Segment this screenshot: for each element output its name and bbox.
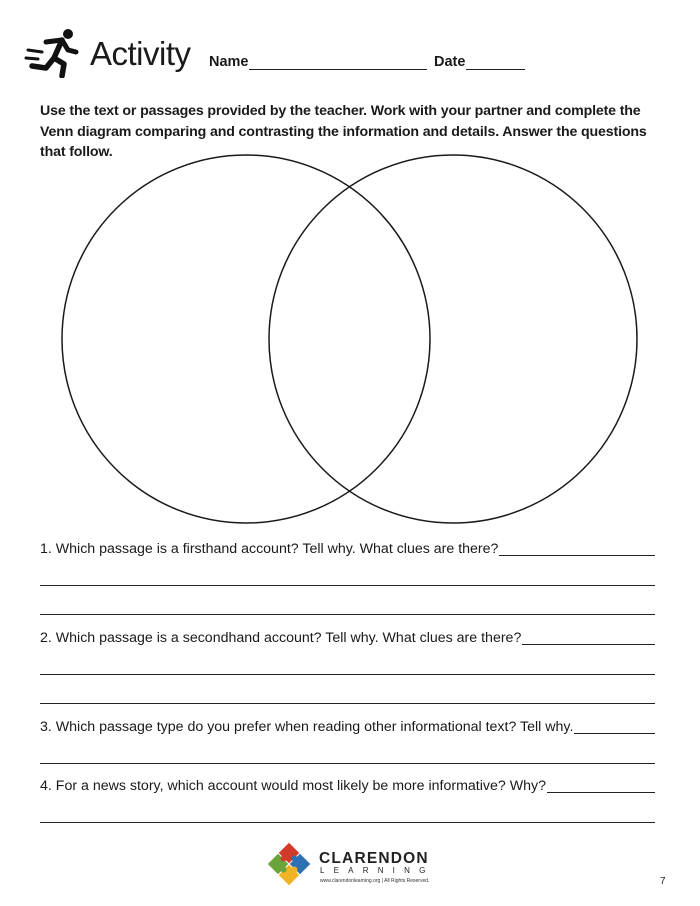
brand-subtitle: LEARNING: [320, 866, 435, 875]
answer-line[interactable]: [40, 822, 655, 823]
page-number: 7: [660, 876, 666, 887]
question-4-answer-line[interactable]: [547, 792, 655, 793]
question-1-answer-line[interactable]: [499, 555, 655, 556]
venn-right-circle[interactable]: [269, 155, 637, 523]
question-3[interactable]: [40, 718, 655, 736]
activity-title: Activity: [90, 35, 191, 72]
question-2-text: 2. Which passage is a secondhand account? Tell why. What clues are there?: [40, 629, 522, 646]
answer-line[interactable]: [40, 674, 655, 675]
answer-line[interactable]: [40, 614, 655, 615]
question-4-text: 4. For a news story, which account would most likely be more informative? Why?: [40, 777, 546, 794]
question-3-text: 3. Which passage type do you prefer when reading other informational text? Tell why.: [40, 718, 574, 735]
brand-name: CLARENDON: [319, 850, 429, 867]
question-2[interactable]: [40, 629, 655, 647]
question-4[interactable]: [40, 777, 655, 795]
question-3-answer-line[interactable]: [574, 733, 655, 734]
instructions: Use the text or passages provided by the teacher. Work with your partner and complete the Venn diagram comparing and contrasting the information and details. Answer the questions that follow.: [40, 103, 647, 160]
answer-line[interactable]: [40, 763, 655, 764]
clarendon-logo-icon: [267, 842, 311, 886]
answer-line[interactable]: [40, 703, 655, 704]
answer-line[interactable]: [40, 585, 655, 586]
venn-left-circle[interactable]: [62, 155, 430, 523]
name-label: Name: [209, 54, 249, 70]
question-1-text: 1. Which passage is a firsthand account? Tell why. What clues are there?: [40, 540, 499, 557]
question-1[interactable]: [40, 540, 655, 558]
date-label: Date: [434, 54, 466, 70]
question-2-answer-line[interactable]: [522, 644, 655, 645]
brand-url: www.clarendonlearning.org | All Rights Reserved.: [320, 878, 430, 884]
